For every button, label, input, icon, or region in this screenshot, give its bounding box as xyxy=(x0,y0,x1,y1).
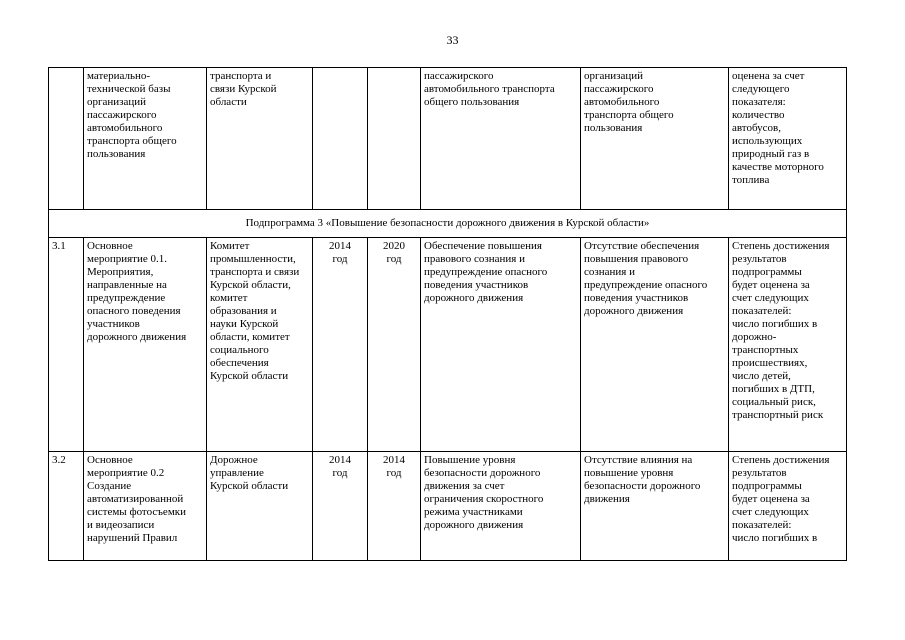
cell-consequence: Отсутствие влияния на повышение уровня безопасности дорожного движения xyxy=(581,452,729,561)
cell-end-year: 2020 год xyxy=(368,238,421,452)
cell-number: 3.1 xyxy=(49,238,84,452)
subprogram-title: Подпрограмма 3 «Повышение безопасности дорожного движения в Курской области» xyxy=(49,210,847,238)
cell-end-year xyxy=(368,68,421,210)
program-measures-table xyxy=(48,67,847,561)
page-number: 33 xyxy=(446,33,459,47)
cell-measure: Основное мероприятие 0.2 Создание автоматизированной системы фотосъемки и видеозаписи нарушений Правил xyxy=(84,452,207,561)
cell-indicator: оценена за счет следующего показателя: количество автобусов, использующих природный газ в качестве моторного топлива xyxy=(729,68,847,210)
cell-expected-result: пассажирского автомобильного транспорта общего пользования xyxy=(421,68,581,210)
cell-end-year: 2014 год xyxy=(368,452,421,561)
cell-start-year: 2014 год xyxy=(313,452,368,561)
cell-consequence: Отсутствие обеспечения повышения правового сознания и предупреждение опасного поведения участников дорожного движения xyxy=(581,238,729,452)
cell-executor: транспорта и связи Курской области xyxy=(207,68,313,210)
cell-measure: Основное мероприятие 0.1. Мероприятия, направленные на предупреждение опасного поведения участников дорожного движения xyxy=(84,238,207,452)
cell-number xyxy=(49,68,84,210)
cell-consequence: организаций пассажирского автомобильного транспорта общего пользования xyxy=(581,68,729,210)
cell-indicator: Степень достижения результатов подпрограммы будет оценена за счет следующих показателей: число погибших в xyxy=(729,452,847,561)
cell-expected-result: Обеспечение повышения правового сознания и предупреждение опасного поведения участников дорожного движения xyxy=(421,238,581,452)
cell-start-year xyxy=(313,68,368,210)
table-row xyxy=(49,452,847,561)
cell-indicator: Степень достижения результатов подпрограммы будет оценена за счет следующих показателей: число погибших в дорожно- транспортных происшествиях, число детей, погибших в ДТП, социальный риск, транспортный риск xyxy=(729,238,847,452)
subprogram-header-row xyxy=(49,210,847,238)
table-row xyxy=(49,238,847,452)
cell-executor: Дорожное управление Курской области xyxy=(207,452,313,561)
cell-start-year: 2014 год xyxy=(313,238,368,452)
cell-measure: материально- технической базы организаций пассажирского автомобильного транспорта общего пользования xyxy=(84,68,207,210)
cell-expected-result: Повышение уровня безопасности дорожного движения за счет ограничения скоростного режима участниками дорожного движения xyxy=(421,452,581,561)
cell-number: 3.2 xyxy=(49,452,84,561)
table-row xyxy=(49,68,847,210)
cell-executor: Комитет промышленности, транспорта и связи Курской области, комитет образования и науки Курской области, комитет социального обеспечения Курской области xyxy=(207,238,313,452)
